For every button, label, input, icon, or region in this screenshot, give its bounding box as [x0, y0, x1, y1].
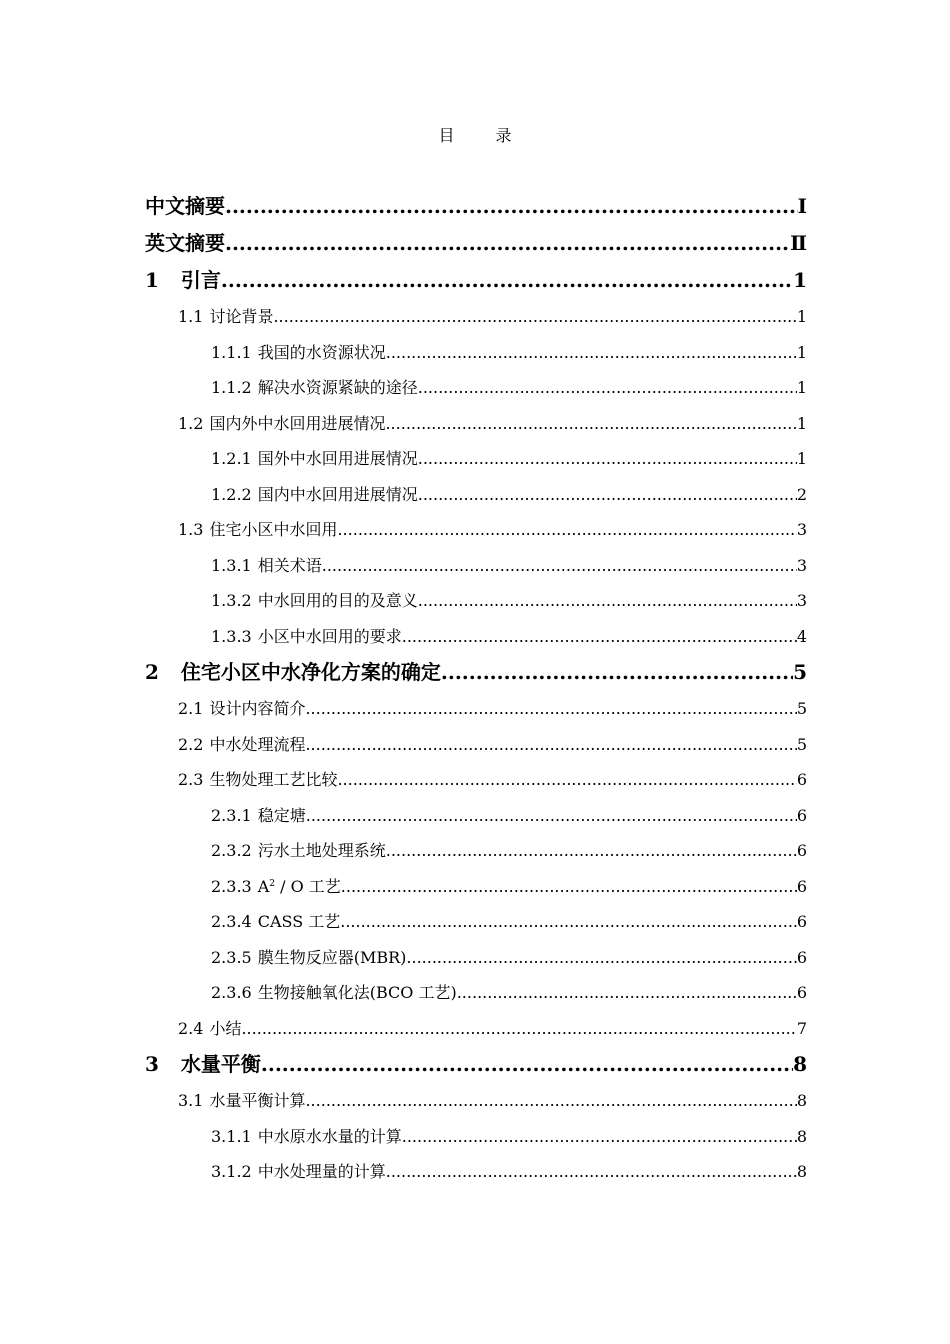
toc-leader-dots [402, 619, 797, 655]
toc-page-number: 5 [796, 734, 807, 754]
toc-entry[interactable] [145, 548, 807, 584]
toc-entry-title-text: 国内外中水回用进展情况 [209, 413, 386, 433]
toc-page-number: 8 [796, 1091, 807, 1110]
toc-leader-dots [402, 1119, 797, 1155]
toc-page-number: 6 [796, 912, 807, 931]
toc-leader-dots [305, 727, 796, 763]
table-of-contents [145, 188, 807, 1190]
toc-entry-number: 1.2.1 [211, 449, 252, 468]
toc-page-number: 4 [796, 626, 807, 646]
toc-entry-title-text: 国外中水回用进展情况 [257, 449, 418, 468]
toc-entry-number: 1.3 [178, 520, 204, 539]
toc-page-number: 8 [793, 1052, 807, 1076]
toc-leader-dots [441, 654, 793, 691]
toc-page-number: 8 [796, 1162, 807, 1181]
toc-entry-title [258, 370, 418, 406]
toc-entry-number: 3.1 [178, 1091, 204, 1110]
toc-entry-title [258, 441, 418, 477]
toc-page-number: 6 [796, 770, 807, 789]
toc-leader-dots [386, 335, 797, 371]
toc-leader-dots [341, 869, 797, 905]
toc-entry-title [181, 1046, 261, 1083]
toc-leader-dots [418, 370, 797, 406]
toc-page-number: 1 [796, 378, 807, 397]
toc-entry-number: 2.3.6 [211, 983, 252, 1002]
toc-leader-dots [337, 512, 796, 548]
toc-leader-dots [418, 477, 797, 513]
toc-entry-title-text: 住宅小区中水净化方案的确定 [180, 660, 441, 684]
toc-entry-title [181, 262, 221, 299]
toc-entry-title-text: 住宅小区中水回用 [209, 520, 338, 539]
toc-entry-title-text: 中水处理流程 [209, 734, 306, 754]
toc-entry-title-text-suffix: / O 工艺 [275, 876, 341, 896]
toc-entry[interactable] [145, 335, 807, 371]
toc-entry-title [209, 299, 273, 335]
toc-leader-dots [340, 904, 797, 940]
toc-entry-title [209, 727, 305, 763]
toc-entry[interactable] [145, 762, 807, 798]
toc-entry-title [209, 1083, 305, 1119]
toc-entry-title-text: 水量平衡 [180, 1052, 261, 1076]
toc-entry[interactable] [145, 1119, 807, 1155]
toc-entry-number: 1.1 [178, 307, 204, 326]
toc-entry-title-text: 国内中水回用进展情况 [257, 484, 418, 504]
toc-entry[interactable] [145, 512, 807, 548]
toc-entry-number: 1.1.2 [211, 378, 252, 397]
toc-entry-title [209, 1011, 241, 1047]
toc-page-number: 1 [796, 307, 807, 326]
toc-page-number: 5 [793, 660, 807, 684]
toc-leader-dots [386, 833, 797, 869]
toc-leader-dots [418, 441, 797, 477]
toc-entry[interactable] [145, 477, 807, 513]
toc-entry-title-text: 小结 [209, 1018, 242, 1038]
toc-entry-title-text: 设计内容简介 [209, 699, 306, 718]
toc-entry-title [145, 225, 225, 262]
toc-entry-title-text: 小区中水回用的要求 [257, 626, 402, 646]
toc-page-number: 3 [796, 555, 807, 575]
toc-entry-number: 1.2 [178, 413, 204, 433]
toc-leader-dots [273, 299, 796, 335]
toc-entry-number: 1 [145, 268, 159, 292]
toc-entry-title [209, 512, 337, 548]
toc-leader-dots [322, 548, 797, 584]
toc-page-number: 1 [796, 342, 807, 362]
toc-entry[interactable] [145, 441, 807, 477]
toc-entry[interactable] [145, 975, 807, 1011]
toc-entry[interactable] [145, 225, 807, 262]
toc-leader-dots [241, 1011, 796, 1047]
toc-entry-title [258, 1119, 402, 1155]
toc-entry[interactable] [145, 798, 807, 834]
toc-entry-title [258, 583, 418, 619]
toc-entry-title-text: 中水处理量的计算 [257, 1162, 386, 1181]
toc-entry-title [145, 188, 225, 225]
toc-entry-title [258, 1154, 386, 1190]
toc-entry-number: 2.3.2 [211, 841, 252, 860]
toc-page-number: 1 [796, 449, 807, 468]
toc-leader-dots [337, 762, 796, 798]
toc-leader-dots [305, 1083, 796, 1119]
toc-entry-title-text: 稳定塘 [257, 805, 306, 825]
toc-entry[interactable] [145, 1083, 807, 1119]
toc-entry-title [258, 335, 386, 371]
toc-entry-title [258, 940, 407, 976]
toc-entry[interactable] [145, 940, 807, 976]
toc-entry-title-text: CASS 工艺 [257, 912, 341, 931]
toc-entry-number: 2.2 [178, 734, 204, 754]
toc-entry[interactable] [145, 727, 807, 763]
toc-entry[interactable] [145, 583, 807, 619]
toc-entry-number: 1.2.2 [211, 484, 252, 504]
toc-entry-title [258, 548, 322, 584]
toc-leader-dots [306, 798, 797, 834]
toc-page-number: 6 [796, 983, 807, 1002]
toc-entry[interactable] [145, 1046, 807, 1083]
toc-page-number: 2 [796, 484, 807, 504]
toc-entry-number: 3 [145, 1052, 159, 1076]
toc-page-number: 1 [796, 413, 807, 433]
toc-page-number: 6 [796, 947, 807, 967]
toc-page-number: 3 [796, 591, 807, 610]
toc-entry-title-text: 我国的水资源状况 [257, 342, 386, 362]
toc-page-number: Ⅱ [790, 231, 807, 255]
toc-entry-title [209, 406, 385, 442]
toc-entry-number: 1.1.1 [211, 342, 252, 362]
toc-entry-title-text: 相关术语 [257, 555, 322, 575]
toc-entry[interactable] [145, 188, 807, 225]
toc-entry-number: 2.3.5 [211, 947, 252, 967]
toc-leader-dots [406, 940, 796, 976]
toc-page-number: 1 [793, 268, 807, 292]
toc-page-number: 6 [796, 876, 807, 896]
toc-entry-title [258, 833, 386, 869]
toc-page-number: 6 [796, 805, 807, 825]
page-title: 目 录 [438, 126, 530, 145]
toc-entry[interactable] [145, 262, 807, 299]
toc-entry-title [258, 975, 457, 1011]
toc-page-number: 8 [796, 1126, 807, 1146]
toc-entry-number: 1.3.2 [211, 591, 252, 610]
toc-entry-title-text: 引言 [180, 268, 221, 292]
toc-leader-dots [225, 188, 798, 225]
toc-entry[interactable] [145, 370, 807, 406]
toc-entry[interactable] [145, 654, 807, 691]
toc-entry-title [258, 477, 418, 513]
toc-leader-dots [225, 225, 790, 262]
toc-entry-title-text: 生物处理工艺比较 [209, 770, 338, 789]
toc-entry-number: 2.4 [178, 1018, 204, 1038]
toc-entry-title-text: 英文摘要 [145, 231, 225, 255]
toc-page-number: 3 [796, 520, 807, 539]
toc-entry-title [209, 762, 337, 798]
toc-entry-title-text: 中文摘要 [145, 194, 225, 218]
toc-page-number: 7 [796, 1018, 807, 1038]
toc-entry[interactable] [145, 691, 807, 727]
toc-entry-title-text: 解决水资源紧缺的途径 [257, 378, 418, 397]
toc-entry-number: 2.3.3 [211, 876, 252, 896]
toc-entry-title-superscript: 2 [269, 878, 276, 889]
toc-leader-dots [385, 406, 796, 442]
toc-leader-dots [386, 1154, 797, 1190]
toc-page-number: I [797, 194, 807, 218]
toc-leader-dots [305, 691, 796, 727]
toc-page-number: 5 [796, 699, 807, 718]
toc-entry[interactable] [145, 299, 807, 335]
toc-entry-title-text: 讨论背景 [209, 307, 274, 326]
toc-entry-title-text: A [257, 876, 270, 896]
toc-entry-number: 2.3.1 [211, 805, 252, 825]
toc-entry-title-text: 中水原水水量的计算 [257, 1126, 402, 1146]
toc-entry-number: 3.1.1 [211, 1126, 252, 1146]
toc-entry-number: 2.3 [178, 770, 204, 789]
toc-leader-dots [418, 583, 797, 619]
toc-entry[interactable] [145, 619, 807, 655]
toc-entry[interactable] [145, 833, 807, 869]
toc-leader-dots [457, 975, 797, 1011]
toc-entry[interactable] [145, 1154, 807, 1190]
toc-leader-dots [261, 1046, 793, 1083]
toc-entry-number: 3.1.2 [211, 1162, 252, 1181]
toc-entry-title [258, 904, 341, 940]
toc-entry[interactable] [145, 904, 807, 940]
toc-entry-title-text: 膜生物反应器(MBR) [257, 947, 407, 967]
toc-entry-number: 1.3.3 [211, 626, 252, 646]
toc-entry-title [258, 869, 341, 905]
toc-entry-title-text: 水量平衡计算 [209, 1091, 306, 1110]
toc-entry-number: 2.1 [178, 699, 204, 718]
toc-entry-title [209, 691, 305, 727]
toc-entry-title-text: 中水回用的目的及意义 [257, 591, 418, 610]
toc-page-number: 6 [796, 841, 807, 860]
toc-entry-number: 2.3.4 [211, 912, 252, 931]
toc-entry[interactable] [145, 1011, 807, 1047]
toc-entry[interactable] [145, 869, 807, 905]
toc-entry-title-text: 污水土地处理系统 [257, 841, 386, 860]
toc-entry[interactable] [145, 406, 807, 442]
toc-entry-title [258, 619, 402, 655]
toc-leader-dots [221, 262, 793, 299]
toc-entry-number: 1.3.1 [211, 555, 252, 575]
toc-entry-title-text: 生物接触氧化法(BCO 工艺) [257, 983, 457, 1002]
toc-entry-number: 2 [145, 660, 159, 684]
toc-entry-title [181, 654, 441, 691]
toc-entry-title [258, 798, 306, 834]
